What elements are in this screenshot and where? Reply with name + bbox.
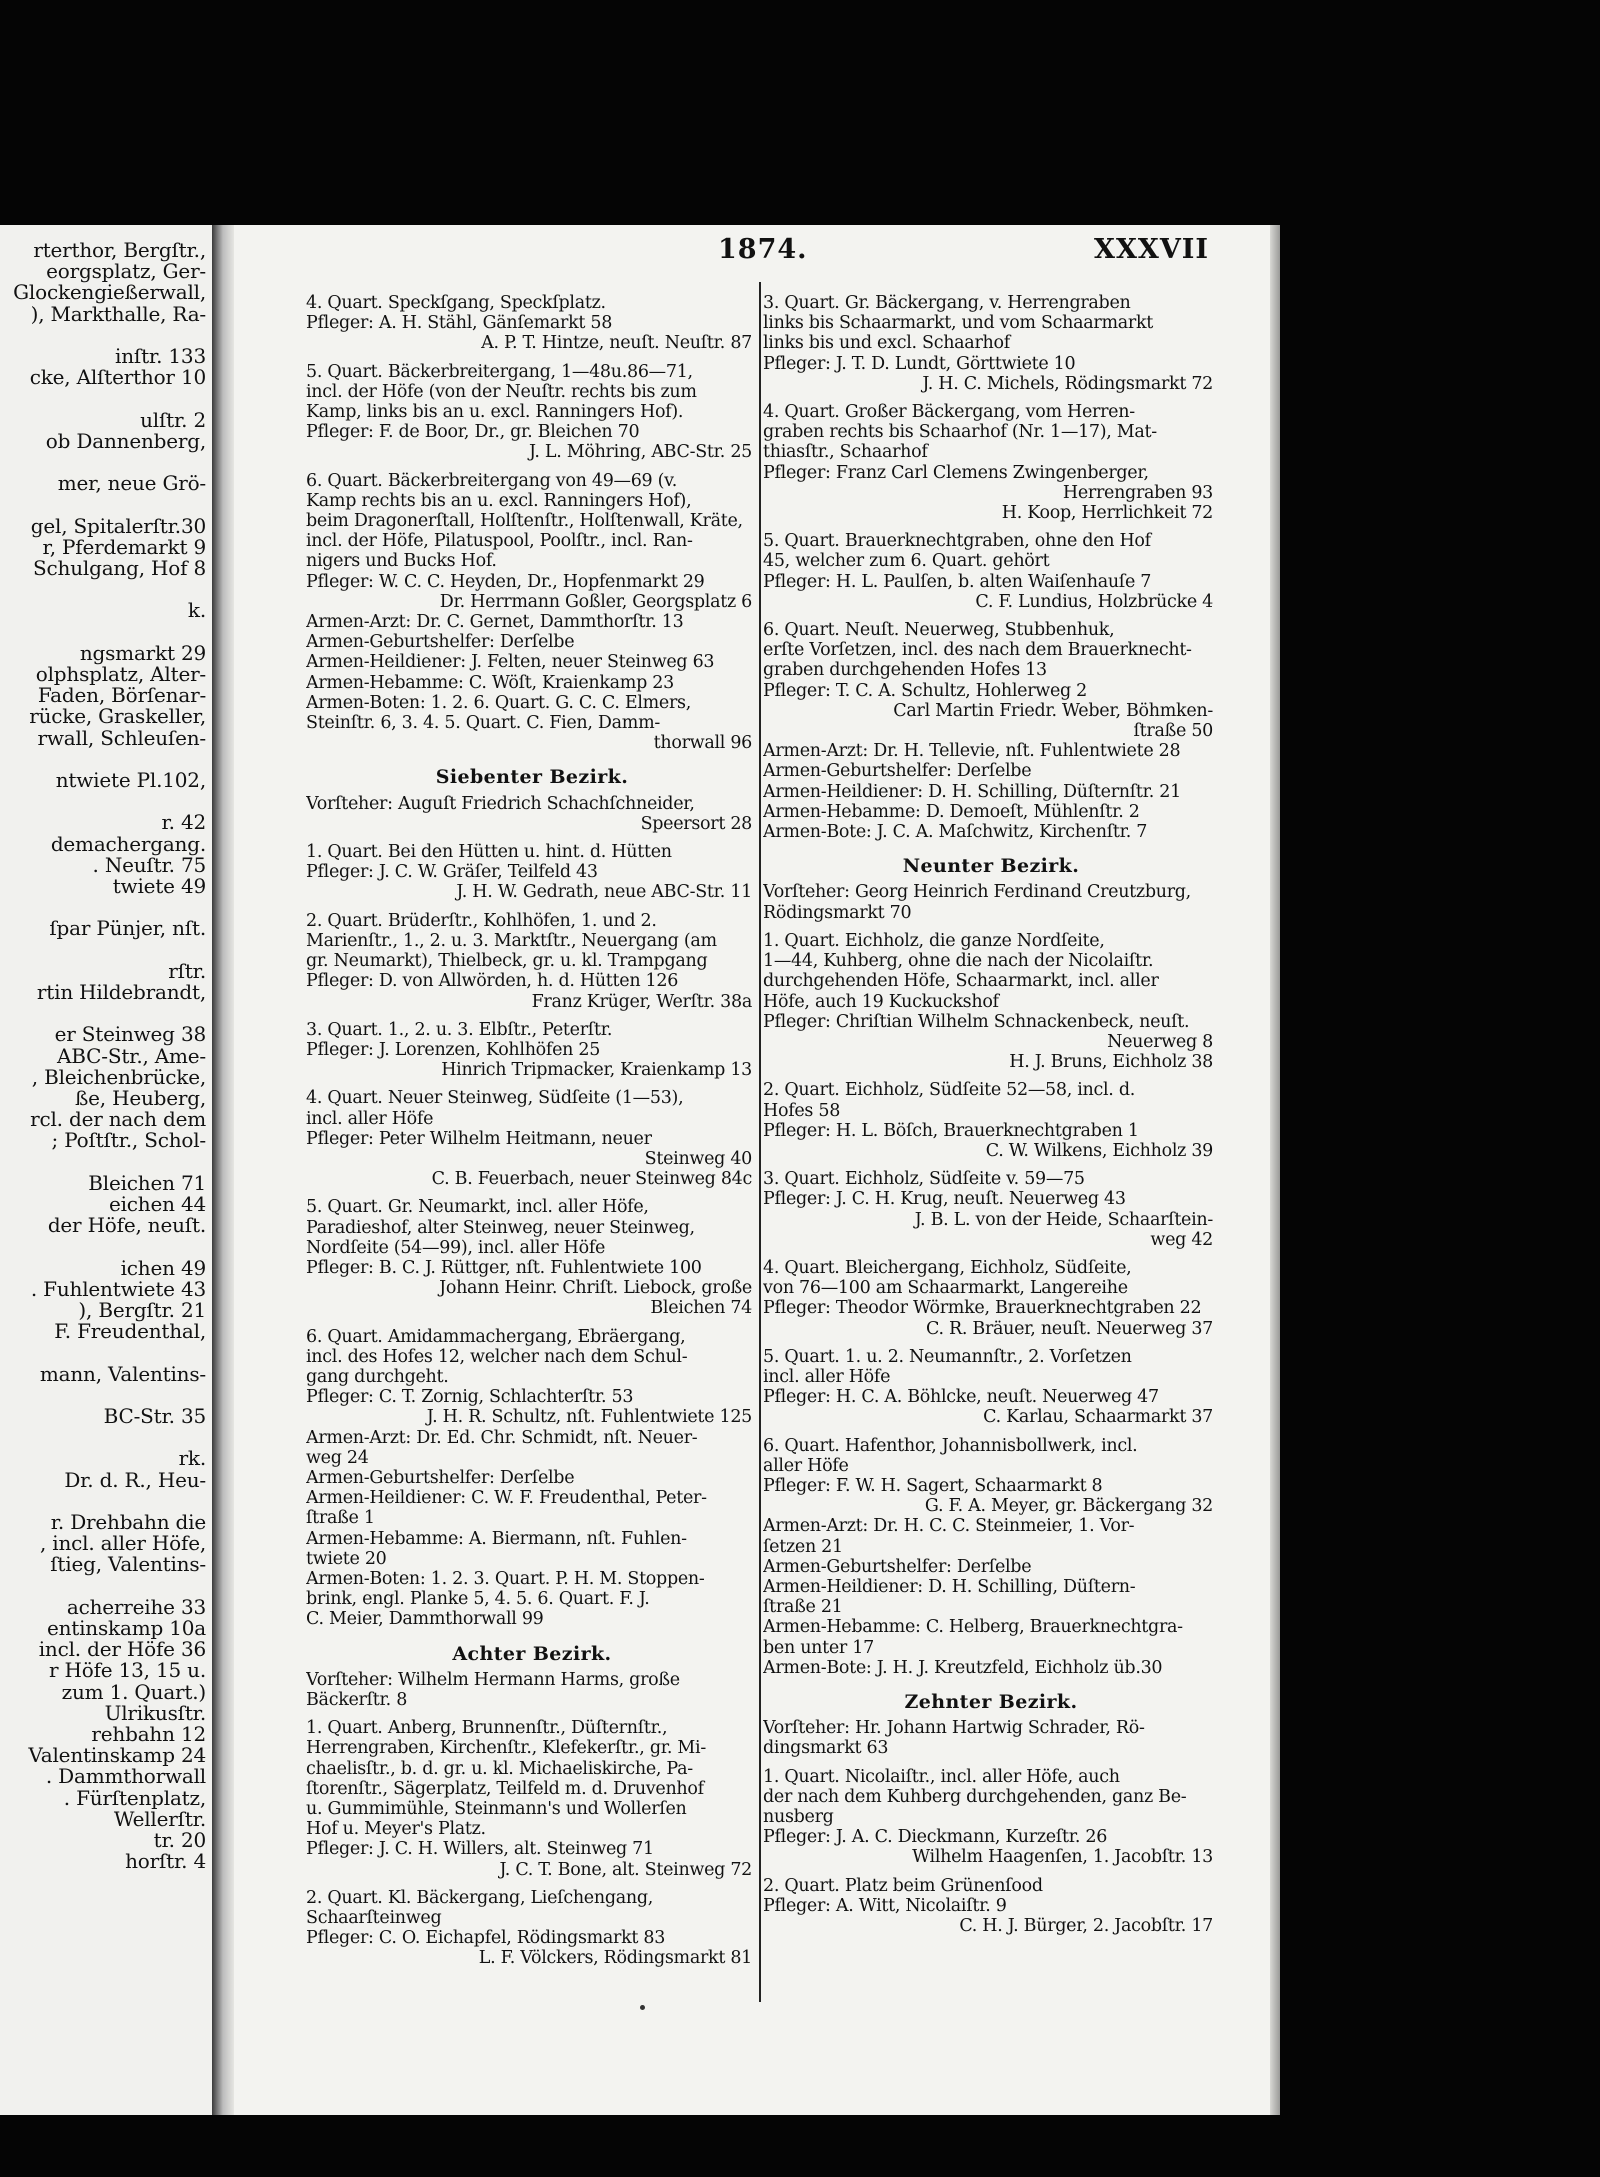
text-line: Armen-Geburtshelfer: Derſelbe [763, 761, 1032, 782]
text-line: J. L. Möhring, ABC-Str. 25 [529, 442, 752, 463]
text-line: Pfleger: W. C. C. Heyden, Dr., Hopfenmarkt 29 [306, 571, 705, 592]
text-line: Armen-Geburtshelfer: Derſelbe [306, 632, 575, 653]
text-line: 4. Quart. Großer Bäckergang, vom Herren- [763, 402, 1135, 423]
left-page-line: rſtr. [168, 958, 206, 983]
text-line: J. B. L. von der Heide, Schaarſtein- [914, 1209, 1213, 1230]
text-line: 4. Quart. Bleichergang, Eichholz, Südſeite, [763, 1257, 1132, 1278]
text-line: Steinweg 40 [644, 1148, 752, 1169]
left-page-line: Dr. d. R., Heu- [64, 1467, 206, 1492]
text-line: 2. Quart. Brüderſtr., Kohlhöfen, 1. und 2. [306, 910, 657, 931]
text-line: Vorſteher: Hr. Johann Hartwig Schrader, Rö- [763, 1718, 1145, 1739]
text-line: Pfleger: J. T. D. Lundt, Görttwiete 10 [763, 353, 1076, 374]
section-heading: Siebenter Bezirk. [435, 766, 629, 789]
text-line: Herrengraben 93 [1062, 482, 1213, 503]
left-page-line: r. Drehbahn die [50, 1510, 206, 1534]
text-line: Steinſtr. 6, 3. 4. 5. Quart. C. Fien, Damm- [306, 713, 660, 734]
text-line: incl. der Höfe (von der Neuſtr. rechts bis zum [306, 381, 697, 402]
text-line: G. F. A. Meyer, gr. Bäckergang 32 [924, 1496, 1213, 1517]
text-line: Dr. Herrmann Goßler, Georgsplatz 6 [439, 591, 752, 612]
text-line: Höfe, auch 19 Kuckuckshof [763, 991, 999, 1012]
left-page-line: Valentinskamp 24 [28, 1743, 206, 1768]
text-line: graben durchgehenden Hofes 13 [763, 660, 1047, 681]
text-line: Pfleger: J. C. H. Willers, alt. Steinweg 71 [306, 1839, 654, 1860]
left-page-line: rtin Hildebrandt, [36, 980, 206, 1004]
left-page-line: tr. 20 [153, 1828, 206, 1852]
text-line: thorwall 96 [653, 733, 752, 754]
column-left [306, 285, 758, 2085]
text-line: Pfleger: J. C. H. Krug, neuſt. Neuerweg 43 [763, 1189, 1126, 1210]
text-line: Armen-Heildiener: C. W. F. Freudenthal, Peter- [306, 1488, 707, 1509]
text-line: Armen-Boten: 1. 2. 6. Quart. G. C. C. Elmers, [306, 692, 692, 713]
left-page-line: mann, Valentins- [39, 1361, 206, 1386]
text-line: 3. Quart. Eichholz, Südſeite v. 59—75 [763, 1169, 1085, 1190]
text-line: twiete 20 [306, 1548, 387, 1569]
text-line: Armen-Hebamme: A. Biermann, nſt. Fuhlen- [306, 1528, 687, 1549]
text-line: der nach dem Kuhberg durchgehenden, ganz Be- [763, 1786, 1187, 1807]
text-line: Kamp, links bis an u. excl. Ranningers Hof). [306, 402, 684, 423]
text-line: L. F. Völckers, Rödingsmarkt 81 [478, 1948, 752, 1969]
text-line: 2. Quart. Kl. Bäckergang, Lieſchengang, [306, 1887, 654, 1908]
text-line: Pfleger: J. Lorenzen, Kohlhöfen 25 [306, 1039, 601, 1060]
text-line: 6. Quart. Neuſt. Neuerweg, Stubbenhuk, [763, 620, 1115, 641]
left-page-line: Schulgang, Hof 8 [33, 556, 206, 580]
text-line: Hinrich Tripmacker, Kraienkamp 13 [441, 1060, 752, 1081]
left-page-line: gel, Spitalerſtr.30 [30, 513, 206, 538]
text-line: 1. Quart. Anberg, Brunnenſtr., Düſternſtr., [306, 1718, 668, 1739]
text-line: C. Meier, Dammthorwall 99 [306, 1609, 544, 1630]
text-line: Kamp rechts bis an u. excl. Ranningers Hof), [306, 490, 692, 511]
left-page-line: rehbahn 12 [91, 1722, 206, 1746]
left-page-line: inſtr. 133 [115, 344, 206, 368]
left-page-line: twiete 49 [112, 874, 206, 898]
left-page-line: acherreihe 33 [66, 1594, 206, 1619]
left-page-line: . Fuhlentwiete 43 [30, 1276, 206, 1301]
text-line: 1. Quart. Nicolaiſtr., incl. aller Höfe, auch [763, 1766, 1120, 1787]
left-page-line: . Fürſtenplatz, [63, 1785, 206, 1810]
text-line: beim Dragonerſtall, Holſtenſtr., Holſtenwall, Kräte, [306, 511, 743, 532]
text-line: Pfleger: J. C. W. Gräſer, Teilfeld 43 [306, 862, 598, 883]
page-edge [1270, 225, 1280, 2115]
text-line: Schaarſteinweg [306, 1908, 442, 1929]
text-line: 1. Quart. Bei den Hütten u. hint. d. Hütten [306, 842, 672, 863]
left-page-line: Faden, Börſenar- [37, 683, 206, 708]
text-line: 45, welcher zum 6. Quart. gehört [763, 551, 1050, 572]
text-line: incl. aller Höfe [306, 1108, 434, 1129]
left-page-line: der Höfe, neuſt. [47, 1213, 206, 1238]
text-line: weg 24 [306, 1447, 369, 1468]
text-line: ſtorenſtr., Sägerplatz, Teilfeld m. d. Druvenhof [306, 1778, 704, 1799]
text-line: 1. Quart. Eichholz, die ganze Nordſeite, [763, 930, 1105, 951]
text-line: C. R. Bräuer, neuſt. Neuerweg 37 [925, 1318, 1213, 1339]
left-page-line: ), Markthalle, Ra- [30, 301, 206, 326]
text-line: Herrengraben, Kirchenſtr., Klefekerſtr., gr. Mi- [306, 1738, 706, 1759]
text-line: ben unter 17 [763, 1637, 874, 1658]
text-line: J. H. W. Gedrath, neue ABC-Str. 11 [456, 882, 752, 903]
left-page-line: ichen 49 [120, 1255, 206, 1280]
text-line: Armen-Heildiener: J. Felten, neuer Steinweg 63 [306, 652, 715, 673]
text-line: Neuerweg 8 [1107, 1031, 1213, 1052]
left-page-line: rwall, Schleuſen- [37, 725, 206, 750]
text-line: Vorſteher: Auguſt Friedrich Schachſchneider, [306, 793, 695, 814]
text-line: 2. Quart. Platz beim Grünenſood [763, 1875, 1043, 1896]
text-line: 2. Quart. Eichholz, Südſeite 52—58, incl. d. [763, 1080, 1135, 1101]
left-page-line: . Neuſtr. 75 [92, 852, 206, 877]
text-line: ſtraße 50 [1133, 721, 1213, 742]
left-page-line: Wellerſtr. [113, 1806, 206, 1831]
text-line: Pfleger: B. C. J. Rüttger, nſt. Fuhlentwiete 100 [306, 1257, 702, 1278]
left-page-line: incl. der Höfe 36 [38, 1637, 206, 1662]
text-line: Pfleger: C. T. Zornig, Schlachterſtr. 53 [306, 1387, 634, 1408]
text-line: 4. Quart. Neuer Steinweg, Südſeite (1—53), [306, 1088, 684, 1109]
section-heading: Neunter Bezirk. [902, 855, 1080, 878]
text-line: u. Gummimühle, Steinmann's und Wollerſen [306, 1799, 687, 1820]
left-page-line: , incl. aller Höfe, [39, 1531, 206, 1556]
text-line: incl. der Höfe, Pilatuspool, Poolſtr., incl. Ran- [306, 531, 693, 552]
text-line: Pfleger: C. O. Eichapfel, Rödingsmarkt 83 [306, 1928, 666, 1949]
text-line: Pfleger: A. H. Stähl, Gänſemarkt 58 [306, 313, 613, 334]
text-line: Pfleger: H. C. A. Böhlcke, neuſt. Neuerweg 47 [763, 1387, 1159, 1408]
text-line: 3. Quart. Gr. Bäckergang, v. Herrengraben [763, 293, 1131, 313]
text-line: Pfleger: Theodor Wörmke, Brauerknechtgraben 22 [763, 1298, 1202, 1319]
text-line: 1—44, Kuhberg, ohne die nach der Nicolaiſtr. [763, 951, 1154, 972]
left-page-line: entinskamp 10a [46, 1616, 206, 1640]
text-line: Pfleger: F. de Boor, Dr., gr. Bleichen 70 [306, 422, 640, 443]
text-line: Pfleger: Peter Wilhelm Heitmann, neuer [306, 1128, 652, 1149]
left-page-line: ulſtr. 2 [140, 407, 206, 432]
text-line: 4. Quart. Speckſgang, Speckſplatz. [306, 293, 606, 313]
text-line: C. W. Wilkens, Eichholz 39 [985, 1140, 1213, 1161]
text-line: aller Höfe [763, 1455, 849, 1476]
text-line: J. H. R. Schultz, nſt. Fuhlentwiete 125 [426, 1407, 752, 1428]
text-line: thiasſtr., Schaarhof [763, 442, 928, 463]
text-line: ſtraße 21 [763, 1597, 843, 1618]
text-line: Wilhelm Haagenſen, 1. Jacobſtr. 13 [912, 1847, 1213, 1868]
text-line: Bleichen 74 [650, 1298, 752, 1319]
left-page-line: ße, Heuberg, [74, 1086, 206, 1110]
text-line: incl. aller Höfe [763, 1366, 891, 1387]
column-divider [759, 282, 761, 2002]
left-page-line: r. 42 [161, 810, 206, 835]
text-line: C. H. J. Bürger, 2. Jacobſtr. 17 [959, 1916, 1213, 1937]
left-page-line: eorgsplatz, Ger- [46, 259, 206, 284]
text-line: Armen-Arzt: Dr. Ed. Chr. Schmidt, nſt. Neuer- [306, 1427, 698, 1448]
text-line: H. J. Bruns, Eichholz 38 [1009, 1052, 1213, 1073]
left-page-fragment [0, 225, 212, 2115]
left-page-line: rk. [178, 1446, 206, 1471]
text-line: 5. Quart. Bäckerbreitergang, 1—48u.86—71, [306, 361, 693, 382]
text-line: 6. Quart. Bäckerbreitergang von 49—69 (v. [306, 470, 677, 491]
text-line: Armen-Heildiener: D. H. Schilling, Düſternſtr. 21 [763, 781, 1181, 802]
left-page-line: demachergang. [50, 831, 206, 856]
text-line: J. C. T. Bone, alt. Steinweg 72 [499, 1859, 752, 1880]
left-page-line: ntwiete Pl.102, [55, 768, 206, 792]
text-line: erſte Vorſetzen, incl. des nach dem Brauerknecht- [763, 640, 1192, 661]
text-line: ſtraße 1 [306, 1508, 375, 1529]
column-right [763, 285, 1219, 2085]
left-page-line: zum 1. Quart.) [61, 1679, 206, 1704]
text-line: Armen-Arzt: Dr. H. Tellevie, nſt. Fuhlentwiete 28 [763, 741, 1181, 762]
text-line: Armen-Bote: J. H. J. Kreutzfeld, Eichholz üb.30 [763, 1657, 1163, 1678]
left-page-line: rterthor, Bergſtr., [33, 238, 206, 262]
text-line: weg 42 [1150, 1229, 1213, 1250]
left-page-line: rücke, Graskeller, [29, 704, 206, 729]
text-line: 3. Quart. 1., 2. u. 3. Elbſtr., Peterſtr. [306, 1019, 613, 1040]
header-year: 1874. [718, 234, 808, 265]
text-line: Johann Heinr. Chriſt. Liebock, große [439, 1278, 752, 1299]
left-page-line: Ulrikusſtr. [104, 1700, 206, 1725]
left-page-line: ſtieg, Valentins- [50, 1552, 206, 1577]
text-line: Rödingsmarkt 70 [763, 902, 912, 923]
text-line: Armen-Bote: J. C. A. Maſchwitz, Kirchenſtr. 7 [763, 822, 1148, 843]
left-page-line: ngsmarkt 29 [79, 640, 206, 665]
left-page-line: ſpar Pünjer, nſt. [49, 916, 206, 941]
text-line: nusberg [763, 1807, 834, 1828]
left-page-line: k. [187, 598, 206, 623]
text-line: links bis und excl. Schaarhof [763, 333, 1010, 354]
left-page-line: olphsplatz, Alter- [35, 662, 206, 686]
text-line: Armen-Heildiener: D. H. Schilling, Düſtern- [763, 1576, 1136, 1597]
text-line: links bis Schaarmarkt, und vom Schaarmarkt [763, 313, 1154, 334]
book-gutter [212, 225, 234, 2115]
text-line: Vorſteher: Georg Heinrich Ferdinand Creutzburg, [763, 882, 1191, 903]
text-line: Armen-Hebamme: D. Demoeſt, Mühlenſtr. 2 [763, 801, 1140, 822]
left-page-line: r, Pferdemarkt 9 [42, 534, 206, 559]
text-line: brink, engl. Planke 5, 4. 5. 6. Quart. F. J. [306, 1589, 650, 1610]
text-line: J. H. C. Michels, Rödingsmarkt 72 [922, 373, 1213, 394]
text-line: 5. Quart. Brauerknechtgraben, ohne den Hof [763, 531, 1151, 552]
left-page-line: Glockengießerwall, [13, 280, 206, 305]
text-line: Pfleger: H. L. Böſch, Brauerknechtgraben 1 [763, 1120, 1139, 1141]
text-line: Marienſtr., 1., 2. u. 3. Marktſtr., Neuergang (am [306, 930, 717, 951]
left-page-line: cke, Alſterthor 10 [29, 365, 206, 390]
text-line: C. F. Lundius, Holzbrücke 4 [975, 591, 1213, 612]
left-page-line: , Bleichenbrücke, [31, 1064, 206, 1089]
text-line: Vorſteher: Wilhelm Hermann Harms, große [306, 1669, 680, 1690]
text-line: C. Karlau, Schaarmarkt 37 [983, 1407, 1213, 1428]
text-line: Armen-Geburtshelfer: Derſelbe [306, 1467, 575, 1488]
text-line: Hofes 58 [763, 1100, 841, 1121]
text-line: Pfleger: Chriſtian Wilhelm Schnackenbeck, neuſt. [763, 1011, 1190, 1032]
text-line: Carl Martin Friedr. Weber, Böhmken- [893, 700, 1213, 721]
text-line: Pfleger: D. von Allwörden, h. d. Hütten 126 [306, 971, 679, 992]
left-page-line: BC-Str. 35 [103, 1404, 206, 1428]
text-line: durchgehenden Höfe, Schaarmarkt, incl. aller [763, 971, 1159, 992]
section-heading: Achter Bezirk. [452, 1642, 612, 1665]
text-line: C. B. Feuerbach, neuer Steinweg 84c [431, 1169, 752, 1190]
text-line: Paradieshof, alter Steinweg, neuer Steinweg, [306, 1217, 695, 1238]
text-line: Speersort 28 [640, 813, 752, 834]
text-line: Franz Krüger, Werſtr. 38a [531, 991, 752, 1012]
left-page-line: r Höfe 13, 15 u. [48, 1658, 206, 1683]
text-line: nigers und Bucks Hof. [306, 551, 497, 572]
left-page-line: rcl. der nach dem [30, 1107, 206, 1132]
text-line: dingsmarkt 63 [763, 1738, 889, 1759]
left-page-line: ABC-Str., Ame- [57, 1043, 206, 1068]
text-line: gr. Neumarkt), Thielbeck, gr. u. kl. Trampgang [306, 951, 708, 972]
text-line: chaelisſtr., b. d. gr. u. kl. Michaeliskirche, Pa- [306, 1758, 693, 1779]
text-line: ſetzen 21 [763, 1536, 843, 1557]
text-line: 5. Quart. Gr. Neumarkt, incl. aller Höfe, [306, 1197, 649, 1218]
left-page-line: ), Bergſtr. 21 [78, 1298, 206, 1322]
left-page-line: ob Dannenberg, [45, 428, 206, 453]
text-line: Pfleger: Franz Carl Clemens Zwingenberger, [763, 462, 1149, 483]
left-page-line: eichen 44 [108, 1192, 206, 1216]
text-line: 6. Quart. Hafenthor, Johannisbollwerk, incl. [763, 1435, 1138, 1456]
text-line: H. Koop, Herrlichkeit 72 [1001, 503, 1213, 524]
left-page-line: mer, neue Grö- [57, 471, 206, 496]
left-page-line: . Dammthorwall [45, 1764, 206, 1789]
text-line: Armen-Hebamme: C. Helberg, Brauerknechtgra- [763, 1617, 1183, 1638]
text-line: Armen-Geburtshelfer: Derſelbe [763, 1556, 1032, 1577]
text-line: graben rechts bis Schaarhof (Nr. 1—17), Mat- [763, 422, 1157, 443]
text-line: Nordſeite (54—99), incl. aller Höfe [306, 1237, 606, 1258]
section-heading: Zehnter Bezirk. [904, 1691, 1078, 1713]
text-line: Hof u. Meyer's Platz. [306, 1819, 486, 1840]
text-line: von 76—100 am Schaarmarkt, Langereihe [763, 1278, 1128, 1299]
text-line: gang durchgeht. [306, 1366, 449, 1387]
ink-speck [640, 2005, 645, 2010]
left-page-line: ; Poſtſtr., Schol- [51, 1128, 206, 1153]
text-line: Armen-Hebamme: C. Wöſt, Kraienkamp 23 [306, 672, 674, 693]
text-line: 5. Quart. 1. u. 2. Neumannſtr., 2. Vorſetzen [763, 1346, 1132, 1367]
text-line: 6. Quart. Amidammachergang, Ebräergang, [306, 1326, 686, 1347]
text-line: Pfleger: J. A. C. Dieckmann, Kurzeſtr. 26 [763, 1827, 1108, 1848]
left-page-line: F. Freudenthal, [54, 1319, 206, 1344]
text-line: Pfleger: H. L. Paulſen, b. alten Waiſenhauſe 7 [763, 571, 1152, 592]
text-line: Bäckerſtr. 8 [306, 1690, 408, 1710]
text-line: Armen-Arzt: Dr. C. Gernet, Dammthorſtr. 13 [306, 612, 684, 633]
left-page-line: er Steinweg 38 [54, 1022, 206, 1047]
text-line: Pfleger: A. Witt, Nicolaiſtr. 9 [763, 1895, 1007, 1916]
left-page-line: Bleichen 71 [88, 1170, 206, 1195]
text-line: A. P. T. Hintze, neuſt. Neuſtr. 87 [481, 333, 752, 354]
left-page-line: horſtr. 4 [125, 1849, 206, 1874]
header-page-number: XXXVII [1094, 234, 1210, 265]
text-line: Pfleger: F. W. H. Sagert, Schaarmarkt 8 [763, 1475, 1103, 1496]
text-line: incl. des Hofes 12, welcher nach dem Schul- [306, 1346, 688, 1367]
text-line: Pfleger: T. C. A. Schultz, Hohlerweg 2 [763, 680, 1087, 701]
text-line: Armen-Boten: 1. 2. 3. Quart. P. H. M. Stoppen- [306, 1568, 705, 1589]
text-line: Armen-Arzt: Dr. H. C. C. Steinmeier, 1. Vor- [763, 1516, 1135, 1537]
